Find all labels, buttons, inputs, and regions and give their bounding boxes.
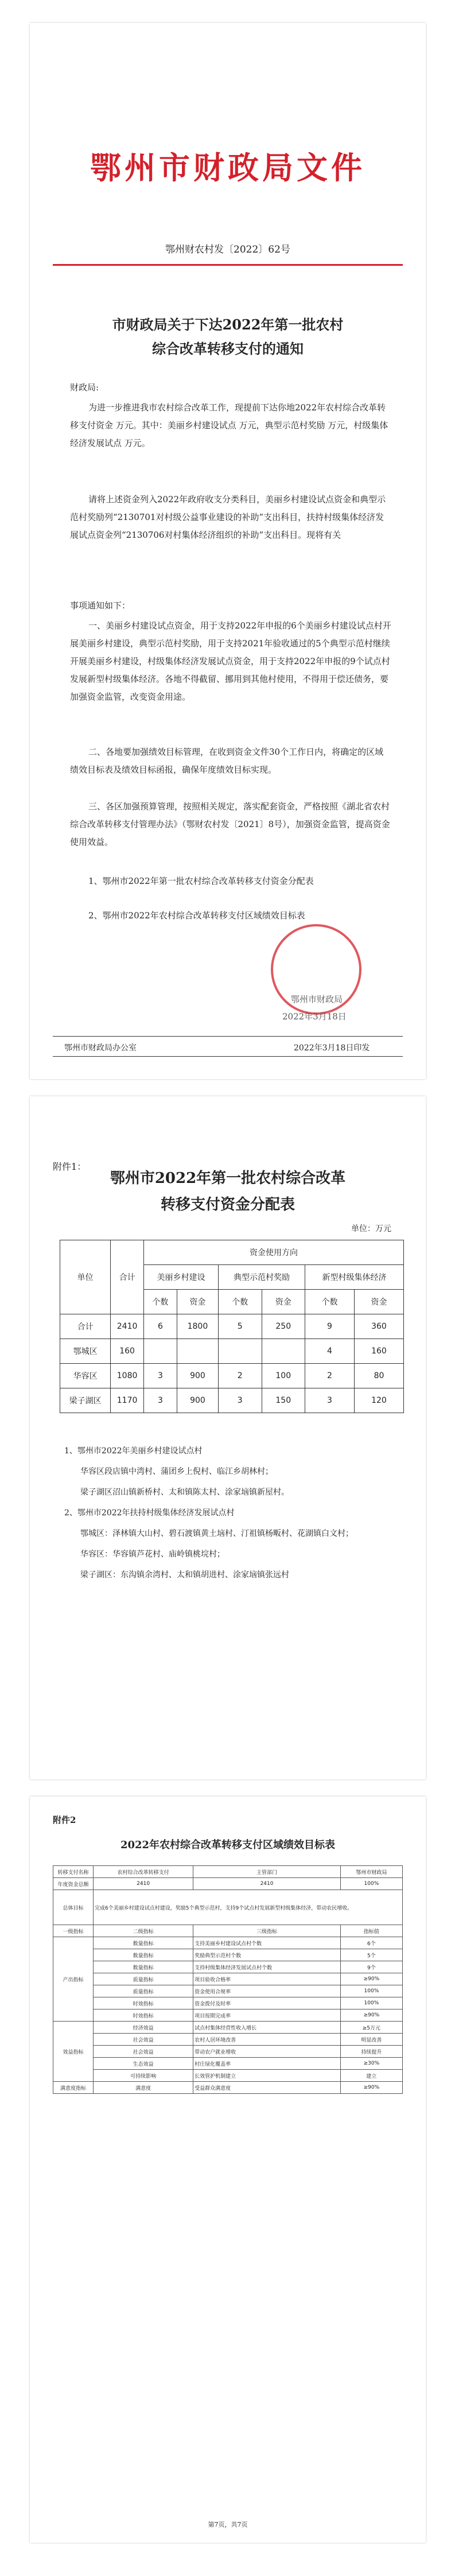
level1-cell: 产出指标 [53,1937,94,2022]
table-row [53,1985,403,1997]
goal-label: 总体目标 [53,1890,94,1925]
cell-count: 6 [143,1314,177,1339]
table-row [53,2082,403,2094]
header-unit: 单位 [60,1240,111,1314]
attachment-1-label: 附件1： [53,1161,87,1172]
level2-cell: 数量指标 [94,1961,193,1973]
table-row [53,2034,403,2046]
budget-cell: 2410 [193,1878,341,1890]
paragraph-2: 请将上述资金列入2022年政府收支分类科目，美丽乡村建设试点资金和典型示范村奖励列“2130701对村级公益事业建设的补助”支出科目，扶持村级集体经济发展试点资金列“2130706对村集体经济组织的补助”支出科目。现将有关 [70,494,386,540]
level2-cell: 可持续影响 [94,2070,193,2082]
cell-total: 2410 [111,1314,144,1339]
value-cell: 100% [340,1985,402,1997]
level3-cell: 支持美丽乡村建设试点村个数 [193,1937,341,1949]
value-cell: 6个 [340,1937,402,1949]
header-cell: 转移支付名称 [53,1866,94,1878]
notice-item-1: 一、美丽乡村建设试点资金，用于支持2022年申报的6个美丽乡村建设试点村开展美丽乡村建设，典型示范村奖励，用于支持2021年验收通过的5个典型示范村继续开展美丽乡村建设，村级集体经济发展试点资金，用于支持2022年申报的9个试点村发展新型村级集体经济。各地不得截留、挪用到其他村使用，不得用于偿还债务，要加强资金监管，改变资金用途。 [70,620,391,702]
cell-amount: 150 [262,1388,305,1413]
seal-text: 鄂州市财政局 [291,994,343,1004]
attachment-line-2: 2、鄂州市2022年农村综合改革转移支付区域绩效目标表 [88,910,305,921]
col-head: 三级指标 [193,1925,341,1937]
cell-total: 1080 [111,1364,144,1388]
allocation-title-line-1: 鄂州市2022年第一批农村综合改革 [110,1170,346,1187]
level3-cell: 资金使用合规率 [193,1985,341,1997]
cell-amount: 900 [177,1388,218,1413]
level2-cell: 社会效益 [94,2046,193,2058]
cell-amount [262,1339,305,1364]
table-row [53,1997,403,2009]
cell-count: 4 [305,1339,355,1364]
value-cell: ≥30% [340,2058,402,2070]
cell-amount: 900 [177,1364,218,1388]
level2-cell: 生态效益 [94,2058,193,2070]
table-row [60,1339,404,1364]
value-cell: 持续提升 [340,2046,402,2058]
table-row [53,1961,403,1973]
cell-total: 160 [111,1339,144,1364]
cell-name: 鄂城区 [60,1339,111,1364]
table-row [60,1314,404,1339]
header-amount: 资金 [262,1290,305,1314]
level3-cell: 农村人居环境改善 [193,2034,341,2046]
level2-cell: 经济效益 [94,2022,193,2034]
cell-name: 梁子湖区 [60,1388,111,1413]
footer-line-bottom [53,1056,403,1057]
level3-cell: 支持村级集体经济发展试点村个数 [193,1961,341,1973]
header-count: 个数 [143,1290,177,1314]
value-cell: ≥5万元 [340,2022,402,2034]
attachment-line-1: 1、鄂州市2022年第一批农村综合改革转移支付资金分配表 [88,876,314,886]
level2-cell: 时效指标 [94,1997,193,2009]
cell-amount [177,1339,218,1364]
cell-count [143,1339,177,1364]
level3-cell: 试点村集体经营性收入增长 [193,2022,341,2034]
header-count: 个数 [219,1290,262,1314]
header-group-2: 典型示范村奖励 [219,1265,305,1290]
document-title-line-2: 综合改革转移支付的通知 [152,340,304,357]
value-cell: 建立 [340,2070,402,2082]
col-head: 一级指标 [53,1925,94,1937]
value-cell: ≥90% [340,1973,402,1985]
cell-amount: 120 [354,1388,403,1413]
value-cell: 5个 [340,1949,402,1961]
value-cell: ≥90% [340,2009,402,2022]
budget-cell: 2410 [94,1878,193,1890]
level2-cell: 社会效益 [94,2034,193,2046]
sign-date: 2022年3月18日 [282,1011,347,1022]
cell-count: 2 [305,1364,355,1388]
red-divider [53,264,403,266]
value-cell: 100% [340,1997,402,2009]
cell-amount: 100 [262,1364,305,1388]
header-total: 合计 [111,1240,144,1314]
cell-amount: 360 [354,1314,403,1339]
header-group-1: 美丽乡村建设 [143,1265,218,1290]
cell-count: 3 [143,1388,177,1413]
attachment-2-label: 附件2 [53,1815,76,1825]
table-row [53,1973,403,1985]
cell-total: 1170 [111,1388,144,1413]
header-amount: 资金 [354,1290,403,1314]
level1-cell: 满意度指标 [53,2082,94,2094]
cell-count: 5 [219,1314,262,1339]
table-row [53,2022,403,2034]
performance-table-title: 2022年农村综合改革转移支付区域绩效目标表 [120,1839,336,1851]
header-amount: 资金 [177,1290,218,1314]
cell-count [219,1339,262,1364]
page-number: 第7页，共7页 [208,2521,248,2528]
cell-count: 2 [219,1364,262,1388]
note-line: 2、鄂州市2022年扶持村级集体经济发展试点村 [64,1508,235,1518]
allocation-table [60,1240,404,1413]
notice-item-3: 三、各区加强预算管理，按照相关规定，落实配套资金，严格按照《湖北省农村综合改革转移支付管理办法》（鄂财农村发〔2021〕8号），加强资金监管，提高资金使用效益。 [70,801,390,847]
level3-cell: 项目验收合格率 [193,1973,341,1985]
budget-cell: 年度资金总额 [53,1878,94,1890]
document-title-line-1: 市财政局关于下达2022年第一批农村 [112,316,344,333]
level3-cell: 带动农户就业增收 [193,2046,341,2058]
level2-cell: 质量指标 [94,1973,193,1985]
document-banner: 鄂州市财政局文件 [90,149,365,186]
footer-print-date: 2022年3月18日印发 [294,1043,370,1053]
cell-name: 合计 [60,1314,111,1339]
table-row [53,2070,403,2082]
note-line: 1、鄂州市2022年美丽乡村建设试点村 [64,1446,203,1456]
level3-cell: 资金拨付及时率 [193,1997,341,2009]
cell-count: 3 [219,1388,262,1413]
village-notes [64,1441,403,1585]
level1-cell: 效益指标 [53,2022,94,2082]
level2-cell: 满意度 [94,2082,193,2094]
cell-name: 华容区 [60,1364,111,1388]
table-row [53,2046,403,2058]
document-number: 鄂州财农村发〔2022〕62号 [165,244,290,255]
level2-cell: 质量指标 [94,1985,193,1997]
document-page-3 [30,1797,426,2543]
footer-issuer: 鄂州市财政局办公室 [64,1043,137,1053]
paragraph-3-head: 事项通知如下： [70,600,131,611]
table-row [60,1388,404,1413]
level3-cell: 项目按期完成率 [193,2009,341,2022]
note-line: 梁子湖区沼山镇新桥村、太和镇陈太村、涂家垴镇新屋村。 [80,1488,289,1497]
performance-table [53,1865,403,2094]
cell-count: 3 [305,1388,355,1413]
cell-amount: 80 [354,1364,403,1388]
value-cell: 9个 [340,1961,402,1973]
document-page-1 [30,23,426,1079]
notice-item-2: 二、各地要加强绩效目标管理，在收到资金文件30个工作日内，将确定的区域绩效目标表及绩效目标函报，确保年度绩效目标实现。 [70,747,384,775]
document-page-2 [30,1096,426,1779]
header-direction: 资金使用方向 [143,1240,403,1265]
cell-amount: 250 [262,1314,305,1339]
note-line: 华容区段店镇中湾村、蒲团乡上倪村、临江乡胡林村； [80,1467,273,1476]
paragraph-1: 为进一步推进我市农村综合改革工作，现提前下达你地2022年农村综合改革转移支付资金 万元。其中：美丽乡村建设试点 万元，典型示范村奖励 万元，村级集体经济发展试点 万元。 [70,402,388,448]
cell-amount: 1800 [177,1314,218,1339]
cell-amount: 160 [354,1339,403,1364]
value-cell: ≥90% [340,2082,402,2094]
table-row [53,2009,403,2022]
level2-cell: 数量指标 [94,1949,193,1961]
budget-cell: 100% [340,1878,402,1890]
level2-cell: 数量指标 [94,1937,193,1949]
footer-line-top [53,1036,403,1037]
table-row [53,2058,403,2070]
table-row [60,1364,404,1388]
note-line: 华容区：华容镇芦花村、庙岭镇桃垸村； [80,1550,225,1559]
header-count: 个数 [305,1290,355,1314]
addressee: 财政局: [70,382,99,393]
col-head: 二级指标 [94,1925,193,1937]
goal-text: 完成6个美丽乡村建设试点村建设，奖励5个典型示范村，支持9个试点村发展新型村级集体经济，带动农民增收。 [94,1890,403,1925]
allocation-title-line-2: 转移支付资金分配表 [160,1196,295,1213]
level3-cell: 长效管护机制建立 [193,2070,341,2082]
header-cell: 主管部门 [193,1866,341,1878]
cell-count: 3 [143,1364,177,1388]
note-line: 梁子湖区：东沟镇余湾村、太和镇胡进村、涂家垴镇张远村 [80,1570,289,1580]
cell-count: 9 [305,1314,355,1339]
level3-cell: 受益群众满意度 [193,2082,341,2094]
table-row [53,1949,403,1961]
level2-cell: 时效指标 [94,2009,193,2022]
table-row [53,1937,403,1949]
header-cell: 农村综合改革转移支付 [94,1866,193,1878]
level3-cell: 奖励典型示范村个数 [193,1949,341,1961]
note-line: 鄂城区：泽林镇大山村、碧石渡镇黄土垴村、汀祖镇杨畈村、花湖镇白文村； [80,1529,353,1538]
header-cell: 鄂州市财政局 [340,1866,402,1878]
col-head: 指标值 [340,1925,402,1937]
level3-cell: 村庄绿化覆盖率 [193,2058,341,2070]
header-group-3: 新型村级集体经济 [305,1265,404,1290]
unit-note: 单位：万元 [351,1224,391,1233]
value-cell: 明显改善 [340,2034,402,2046]
